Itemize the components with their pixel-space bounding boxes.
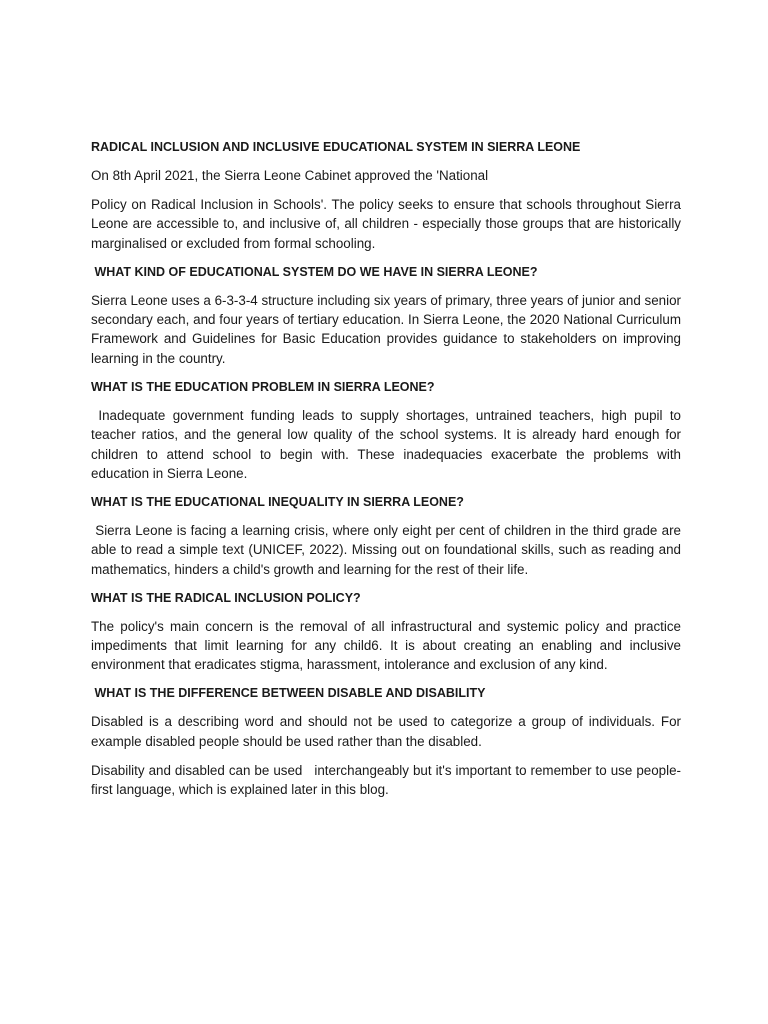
section-paragraph: Inadequate government funding leads to supply shortages, untrained teachers, high pupil to teacher ratios, and the general low quality of the school systems. It is already hard enough for children to attend school to begin with. These inadequacies exacerbate the problems with education in Sierra Leone. [91, 407, 685, 481]
section-heading: WHAT IS THE RADICAL INCLUSION POLICY? [91, 590, 361, 605]
section-heading: WHAT KIND OF EDUCATIONAL SYSTEM DO WE HAVE IN SIERRA LEONE? [91, 264, 538, 279]
document-page [91, 138, 685, 809]
section-heading: WHAT IS THE DIFFERENCE BETWEEN DISABLE AND DISABILITY [91, 686, 486, 701]
section-paragraph: Sierra Leone is facing a learning crisis, where only eight per cent of children in the third grade are able to read a simple text (UNICEF, 2022). Missing out on foundational skills, such as reading and mathematics, hinders a child's growth and learning for the rest of their life. [91, 522, 685, 577]
section-heading: WHAT IS THE EDUCATION PROBLEM IN SIERRA LEONE? [91, 379, 435, 394]
section-paragraph: The policy's main concern is the removal of all infrastructural and systemic policy and practice impediments that limit learning for any child6. It is about creating an enabling and inclusive environment that eradicates stigma, harassment, intolerance and exclusion of any kind. [91, 618, 685, 673]
section-heading: WHAT IS THE EDUCATIONAL INEQUALITY IN SIERRA LEONE? [91, 494, 464, 509]
intro-paragraph: Policy on Radical Inclusion in Schools'. The policy seeks to ensure that schools throughout Sierra Leone are accessible to, and inclusive of, all children - especially those groups that are historically marginalised or excluded from formal schooling. [91, 196, 685, 251]
intro-paragraph: On 8th April 2021, the Sierra Leone Cabinet approved the 'National [91, 168, 489, 183]
section-paragraph: Sierra Leone uses a 6-3-3-4 structure including six years of primary, three years of junior and senior secondary each, and four years of tertiary education. In Sierra Leone, the 2020 National Curriculum Framework and Guidelines for Basic Education provides guidance to stakeholders on improving learning in the country. [91, 292, 685, 366]
document-title: RADICAL INCLUSION AND INCLUSIVE EDUCATIONAL SYSTEM IN SIERRA LEONE [91, 140, 581, 154]
section-paragraph: Disability and disabled can be used interchangeably but it's important to remember to use people-first language, which is explained later in this blog. [91, 762, 681, 798]
section-paragraph: Disabled is a describing word and should not be used to categorize a group of individuals. For example disabled people should be used rather than the disabled. [91, 714, 685, 749]
